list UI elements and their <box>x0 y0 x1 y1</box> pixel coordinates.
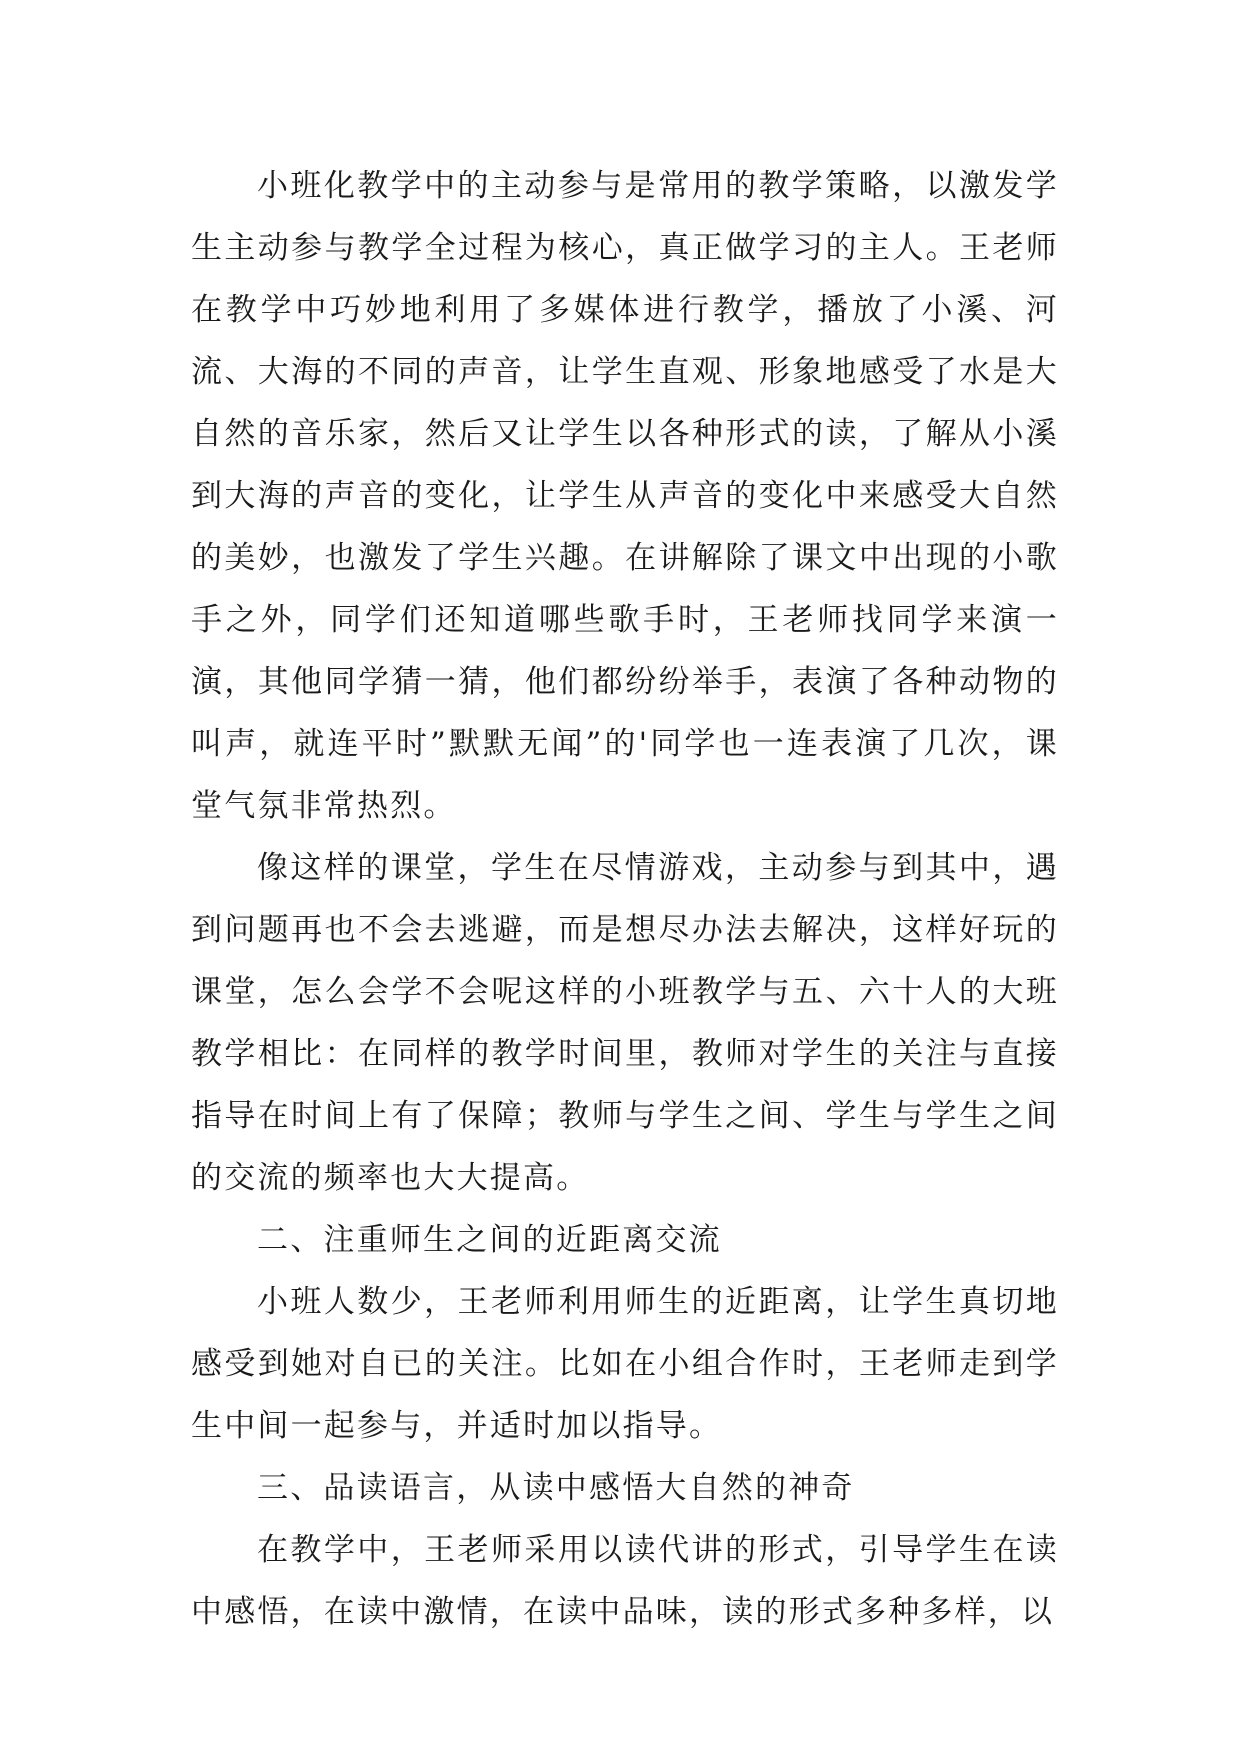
paragraph-reading-teaching: 在教学中，王老师采用以读代讲的形式，引导学生在读中感悟，在读中激情，在读中品味，读的形式多种多样，以 <box>191 1532 1059 1630</box>
section-heading-reading-language: 三、品读语言，从读中感悟大自然的神奇 <box>257 1470 855 1506</box>
document-body <box>191 155 1059 1643</box>
paragraph-classroom-comparison: 像这样的课堂，学生在尽情游戏，主动参与到其中，遇到问题再也不会去逃避，而是想尽办法去解决，这样好玩的课堂，怎么会学不会呢这样的小班教学与五、六十人的大班教学相比：在同样的教学时间里，教师对学生的关注与直接指导在时间上有了保障；教师与学生之间、学生与学生之间的交流的频率也大大提高。 <box>191 850 1059 1196</box>
section-heading-close-communication: 二、注重师生之间的近距离交流 <box>257 1222 722 1258</box>
paragraph-active-participation: 小班化教学中的主动参与是常用的教学策略，以激发学生主动参与教学全过程为核心，真正做学习的主人。王老师在教学中巧妙地利用了多媒体进行教学，播放了小溪、河流、大海的不同的声音，让学生直观、形象地感受了水是大自然的音乐家，然后又让学生以各种形式的读，了解从小溪到大海的声音的变化，让学生从声音的变化中来感受大自然的美妙，也激发了学生兴趣。在讲解除了课文中出现的小歌手之外，同学们还知道哪些歌手时，王老师找同学来演一演，其他同学猜一猜，他们都纷纷举手，表演了各种动物的叫声，就连平时”默默无闻”的'同学也一连表演了几次，课堂气氛非常热烈。 <box>191 168 1059 824</box>
paragraph-small-class-attention: 小班人数少，王老师利用师生的近距离，让学生真切地感受到她对自已的关注。比如在小组合作时，王老师走到学生中间一起参与，并适时加以指导。 <box>191 1284 1059 1444</box>
